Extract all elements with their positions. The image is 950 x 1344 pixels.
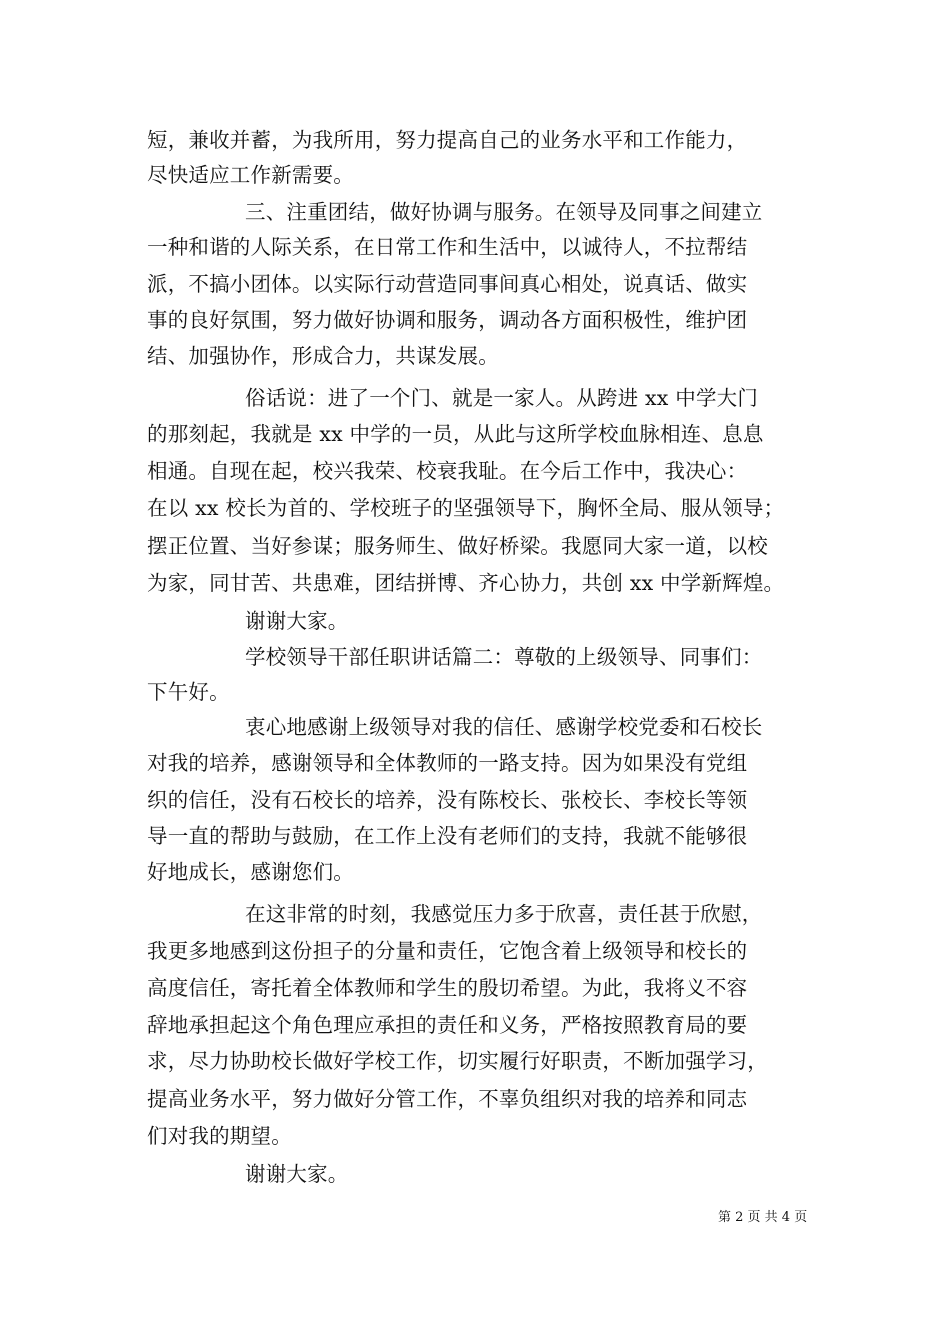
text-line: 的那刻起，我就是 xx 中学的一员，从此与这所学校血脉相连、息息 xyxy=(147,422,764,446)
text-line: 事的良好氛围，努力做好协调和服务，调动各方面积极性，维护团 xyxy=(147,308,748,332)
text-line: 一种和谐的人际关系，在日常工作和生活中，以诚待人，不拉帮结 xyxy=(147,235,748,259)
text-line: 下午好。 xyxy=(147,680,230,704)
text-line: 短，兼收并蓄，为我所用，努力提高自己的业务水平和工作能力， xyxy=(147,128,748,152)
text-line: 好地成长，感谢您们。 xyxy=(147,860,354,884)
text-line: 导一直的帮助与鼓励，在工作上没有老师们的支持，我就不能够很 xyxy=(147,824,748,848)
text-line: 派，不搞小团体。以实际行动营造同事间真心相处，说真话、做实 xyxy=(147,272,748,296)
paragraph-start: 在这非常的时刻，我感觉压力多于欣喜，责任甚于欣慰， xyxy=(245,902,763,926)
closing-line: 谢谢大家。 xyxy=(245,609,349,633)
text-line: 高度信任，寄托着全体教师和学生的殷切希望。为此，我将义不容 xyxy=(147,976,748,1000)
text-line: 提高业务水平，努力做好分管工作，不辜负组织对我的培养和同志 xyxy=(147,1087,748,1111)
paragraph-start: 俗话说：进了一个门、就是一家人。从跨进 xx 中学大门 xyxy=(245,386,759,410)
text-line: 织的信任，没有石校长的培养，没有陈校长、张校长、李校长等领 xyxy=(147,788,748,812)
text-line: 对我的培养，感谢领导和全体教师的一路支持。因为如果没有党组 xyxy=(147,751,748,775)
closing-line: 谢谢大家。 xyxy=(245,1162,349,1186)
text-line: 在以 xx 校长为首的、学校班子的坚强领导下，胸怀全局、服从领导； xyxy=(147,496,785,520)
text-line: 相通。自现在起，校兴我荣、校衰我耻。在今后工作中，我决心： xyxy=(147,459,748,483)
text-line: 结、加强协作，形成合力，共谋发展。 xyxy=(147,344,499,368)
page-number-footer: 第 2 页 共 4 页 xyxy=(718,1210,808,1225)
text-line: 为家，同甘苦、共患难，团结拼博、齐心协力，共创 xx 中学新辉煌。 xyxy=(147,571,785,595)
text-line: 求，尽力协助校长做好学校工作，切实履行好职责，不断加强学习， xyxy=(147,1049,768,1073)
text-line: 们对我的期望。 xyxy=(147,1124,292,1148)
paragraph-start: 衷心地感谢上级领导对我的信任、感谢学校党委和石校长 xyxy=(245,715,763,739)
text-line: 尽快适应工作新需要。 xyxy=(147,163,354,187)
section-heading: 学校领导干部任职讲话篇二：尊敬的上级领导、同事们： xyxy=(245,645,763,669)
text-line: 我更多地感到这份担子的分量和责任，它饱含着上级领导和校长的 xyxy=(147,939,748,963)
paragraph-start: 三、注重团结，做好协调与服务。在领导及同事之间建立 xyxy=(245,200,763,224)
text-line: 摆正位置、当好参谋；服务师生、做好桥梁。我愿同大家一道，以校 xyxy=(147,534,768,558)
text-line: 辞地承担起这个角色理应承担的责任和义务，严格按照教育局的要 xyxy=(147,1013,748,1037)
